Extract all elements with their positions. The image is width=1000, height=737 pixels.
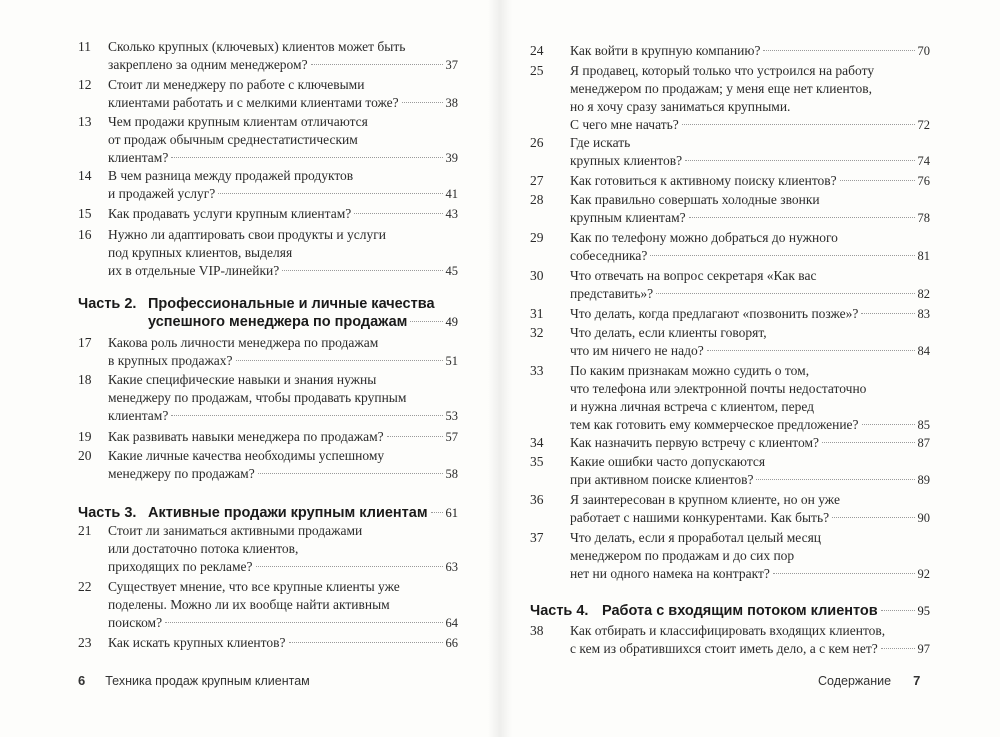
entry-line <box>108 38 458 56</box>
entry-line <box>570 80 930 98</box>
entry-line <box>108 76 458 94</box>
page-number: 87 <box>917 436 930 450</box>
page-number: 41 <box>445 187 458 201</box>
entry-text: что телефона или электронной почты недостаточно <box>570 381 867 396</box>
dot-leader <box>707 350 915 351</box>
entry-text: Что делать, если клиенты говорят, <box>570 325 767 340</box>
entry-lines <box>108 205 458 223</box>
dot-leader <box>171 415 442 416</box>
question-number: 19 <box>78 429 92 444</box>
page-number: 70 <box>917 44 930 58</box>
dot-leader <box>881 610 915 611</box>
question-number: 11 <box>78 39 91 54</box>
entry-lines <box>108 334 458 370</box>
entry-text: собеседника? <box>570 248 648 263</box>
entry-lines <box>570 134 930 170</box>
entry-text: Существует мнение, что все крупные клиенты уже <box>108 579 400 594</box>
dot-leader <box>822 442 914 443</box>
dot-leader <box>773 573 915 574</box>
entry-lines <box>570 42 930 60</box>
entry-line <box>108 334 458 352</box>
entry-line <box>108 226 458 244</box>
entry-text: менеджером по продажам и до сих пор <box>570 548 795 563</box>
question-number: 17 <box>78 335 92 350</box>
entry-line <box>570 98 930 116</box>
entry-lines <box>108 522 458 576</box>
page-number: 76 <box>917 174 930 188</box>
part-label: Часть 3. <box>78 505 137 521</box>
entry-text: менеджером по продажам; у меня еще нет клиентов, <box>570 81 872 96</box>
page-number: 78 <box>917 211 930 225</box>
question-number: 28 <box>530 192 544 207</box>
entry-lines <box>108 226 458 280</box>
page-number: 64 <box>445 616 458 630</box>
entry-text: Какие специфические навыки и знания нужны <box>108 372 377 387</box>
entry-text: и продажей услуг? <box>108 186 216 201</box>
page-number: 92 <box>917 567 930 581</box>
entry-text: в крупных продажах? <box>108 353 233 368</box>
entry-lines <box>570 324 930 360</box>
dot-leader <box>402 102 443 103</box>
page-number: 72 <box>917 118 930 132</box>
entry-lines <box>108 428 458 446</box>
dot-leader <box>763 50 914 51</box>
entry-lines <box>570 191 930 227</box>
question-number: 32 <box>530 325 544 340</box>
page-number: 85 <box>917 418 930 432</box>
footer-book-title: Техника продаж крупным клиентам <box>105 674 310 688</box>
entry-line <box>108 634 458 652</box>
dot-leader <box>656 293 914 294</box>
entry-text: Как по телефону можно добраться до нужного <box>570 230 838 245</box>
page-number: 84 <box>917 344 930 358</box>
part-title-line <box>148 503 458 521</box>
entry-text: Стоит ли менеджеру по работе с ключевыми <box>108 77 365 92</box>
dot-leader <box>685 160 914 161</box>
entry-text: с кем из обратившихся стоит иметь дело, а с кем нет? <box>570 641 878 656</box>
entry-line <box>570 380 930 398</box>
entry-text: закреплено за одним менеджером? <box>108 57 308 72</box>
part-title-text: Активные продажи крупным клиентам <box>148 505 428 521</box>
entry-lines <box>108 38 458 74</box>
entry-lines <box>570 305 930 323</box>
entry-text: при активном поиске клиентов? <box>570 472 754 487</box>
dot-leader <box>354 213 442 214</box>
entry-lines <box>570 434 930 452</box>
dot-leader <box>682 124 915 125</box>
part-title-line <box>148 312 458 330</box>
question-number: 23 <box>78 635 92 650</box>
dot-leader <box>289 642 443 643</box>
entry-line <box>108 389 458 407</box>
entry-lines <box>108 167 458 203</box>
question-number: 13 <box>78 114 92 129</box>
part-label: Часть 4. <box>530 603 589 619</box>
entry-line <box>570 434 930 452</box>
footer-page-number: 6 <box>78 673 86 688</box>
question-number: 38 <box>530 623 544 638</box>
entry-text: Как готовиться к активному поиску клиентов? <box>570 173 837 188</box>
dot-leader <box>862 424 915 425</box>
page-number: 61 <box>445 506 458 520</box>
page-number: 51 <box>445 354 458 368</box>
question-number: 25 <box>530 63 544 78</box>
entry-line <box>570 529 930 547</box>
entry-text: приходящих по рекламе? <box>108 559 253 574</box>
entry-text: от продаж обычным среднестатистическим <box>108 132 358 147</box>
dot-leader <box>256 566 443 567</box>
entry-text: под крупных клиентов, выделяя <box>108 245 293 260</box>
dot-leader <box>431 512 443 513</box>
entry-line <box>570 416 930 434</box>
entry-lines <box>108 578 458 632</box>
dot-leader <box>840 180 915 181</box>
question-number: 37 <box>530 530 544 545</box>
part-title-text: успешного менеджера по продажам <box>148 314 408 330</box>
entry-lines <box>570 529 930 583</box>
entry-lines <box>570 622 930 658</box>
entry-text: Как искать крупных клиентов? <box>108 635 286 650</box>
entry-line <box>570 342 930 360</box>
entry-line <box>570 640 930 658</box>
entry-text: Как войти в крупную компанию? <box>570 43 761 58</box>
question-number: 16 <box>78 227 92 242</box>
dot-leader <box>218 193 442 194</box>
entry-text: клиентам? <box>108 150 169 165</box>
entry-lines <box>108 371 458 425</box>
entry-text: но я хочу сразу заниматься крупными. <box>570 99 791 114</box>
question-number: 29 <box>530 230 544 245</box>
question-number: 33 <box>530 363 544 378</box>
part-title-text: Работа с входящим потоком клиентов <box>602 603 878 619</box>
entry-text: и нужна личная встреча с клиентом, перед <box>570 399 815 414</box>
entry-line <box>570 62 930 80</box>
entry-text: Как развивать навыки менеджера по продажам? <box>108 429 384 444</box>
entry-text: По каким признакам можно судить о том, <box>570 363 810 378</box>
entry-text: менеджеру по продажам, чтобы продавать крупным <box>108 390 407 405</box>
dot-leader <box>689 217 915 218</box>
entry-text: или достаточно потока клиентов, <box>108 541 299 556</box>
entry-lines <box>570 453 930 489</box>
entry-line <box>108 371 458 389</box>
part-title-line <box>148 294 458 312</box>
entry-text: их в отдельные VIP-линейки? <box>108 263 280 278</box>
entry-line <box>570 247 930 265</box>
question-number: 27 <box>530 173 544 188</box>
question-number: 15 <box>78 206 92 221</box>
entry-line <box>570 398 930 416</box>
page-number: 49 <box>445 315 458 329</box>
dot-leader <box>861 313 914 314</box>
page-number: 37 <box>445 58 458 72</box>
entry-lines <box>570 229 930 265</box>
entry-line <box>570 285 930 303</box>
entry-text: поиском? <box>108 615 163 630</box>
entry-line <box>108 149 458 167</box>
part-label: Часть 2. <box>78 296 137 312</box>
entry-text: Сколько крупных (ключевых) клиентов может быть <box>108 39 406 54</box>
entry-text: представить»? <box>570 286 654 301</box>
dot-leader <box>832 517 914 518</box>
entry-lines <box>570 172 930 190</box>
entry-text: Что делать, когда предлагают «позвонить позже»? <box>570 306 859 321</box>
part-title <box>602 601 930 619</box>
entry-line <box>108 558 458 576</box>
dot-leader <box>387 436 443 437</box>
entry-line <box>108 352 458 370</box>
entry-line <box>108 428 458 446</box>
dot-leader <box>165 622 442 623</box>
entry-text: Как отбирать и классифицировать входящих клиентов, <box>570 623 886 638</box>
entry-line <box>570 622 930 640</box>
page-number: 38 <box>445 96 458 110</box>
entry-line <box>570 509 930 527</box>
entry-text: Стоит ли заниматься активными продажами <box>108 523 363 538</box>
page-number: 66 <box>445 636 458 650</box>
entry-line <box>570 191 930 209</box>
entry-text: нет ни одного намека на контракт? <box>570 566 770 581</box>
entry-line <box>108 578 458 596</box>
entry-text: С чего мне начать? <box>570 117 679 132</box>
entry-text: менеджеру по продажам? <box>108 466 255 481</box>
page-number: 81 <box>917 249 930 263</box>
entry-text: Нужно ли адаптировать свои продукты и услуги <box>108 227 387 242</box>
entry-line <box>108 185 458 203</box>
dot-leader <box>258 473 443 474</box>
entry-line <box>570 471 930 489</box>
entry-line <box>570 362 930 380</box>
entry-line <box>108 447 458 465</box>
part-title-text: Профессиональные и личные качества <box>148 296 435 312</box>
entry-lines <box>108 447 458 483</box>
page-number: 43 <box>445 207 458 221</box>
dot-leader <box>282 270 442 271</box>
entry-line <box>108 407 458 425</box>
entry-line <box>570 305 930 323</box>
entry-line <box>570 547 930 565</box>
entry-text: Как продавать услуги крупным клиентам? <box>108 206 352 221</box>
entry-text: Как правильно совершать холодные звонки <box>570 192 820 207</box>
question-number: 12 <box>78 77 92 92</box>
right-page <box>500 0 1000 737</box>
page-number: 97 <box>917 642 930 656</box>
entry-text: крупных клиентов? <box>570 153 683 168</box>
question-number: 22 <box>78 579 92 594</box>
question-number: 24 <box>530 43 544 58</box>
footer-section-title: Содержание <box>818 674 892 688</box>
entry-line <box>570 42 930 60</box>
entry-line <box>108 596 458 614</box>
entry-line <box>570 565 930 583</box>
entry-line <box>108 540 458 558</box>
entry-line <box>108 167 458 185</box>
entry-text: Где искать <box>570 135 631 150</box>
entry-text: Что отвечать на вопрос секретаря «Как вас <box>570 268 817 283</box>
entry-line <box>570 116 930 134</box>
entry-line <box>108 94 458 112</box>
dot-leader <box>171 157 442 158</box>
page-number: 74 <box>917 154 930 168</box>
entry-text: Я продавец, который только что устроился на работу <box>570 63 875 78</box>
page-number: 82 <box>917 287 930 301</box>
question-number: 34 <box>530 435 544 450</box>
entry-line <box>570 134 930 152</box>
entry-line <box>570 491 930 509</box>
question-number: 14 <box>78 168 92 183</box>
question-number: 31 <box>530 306 544 321</box>
entry-line <box>108 113 458 131</box>
part-title <box>148 503 458 521</box>
entry-line <box>108 244 458 262</box>
question-number: 21 <box>78 523 92 538</box>
entry-lines <box>570 362 930 434</box>
entry-text: Какова роль личности менеджера по продажам <box>108 335 379 350</box>
entry-line <box>108 522 458 540</box>
entry-line <box>108 465 458 483</box>
dot-leader <box>236 360 443 361</box>
page-number: 39 <box>445 151 458 165</box>
question-number: 18 <box>78 372 92 387</box>
footer-page-number: 7 <box>913 673 921 688</box>
entry-line <box>108 131 458 149</box>
dot-leader <box>311 64 443 65</box>
entry-line <box>570 453 930 471</box>
entry-line <box>108 56 458 74</box>
page-number: 57 <box>445 430 458 444</box>
page-number: 95 <box>917 604 930 618</box>
entry-lines <box>108 76 458 112</box>
entry-text: клиентами работать и с мелкими клиентами тоже? <box>108 95 399 110</box>
entry-line <box>570 267 930 285</box>
entry-text: клиентам? <box>108 408 169 423</box>
question-number: 26 <box>530 135 544 150</box>
question-number: 36 <box>530 492 544 507</box>
entry-text: Чем продажи крупным клиентам отличаются <box>108 114 368 129</box>
left-footer <box>78 673 310 688</box>
entry-line <box>108 614 458 632</box>
entry-lines <box>108 634 458 652</box>
entry-text: что им ничего не надо? <box>570 343 704 358</box>
dot-leader <box>650 255 914 256</box>
entry-text: Как назначить первую встречу с клиентом? <box>570 435 820 450</box>
part-title-line <box>602 601 930 619</box>
entry-line <box>570 324 930 342</box>
question-number: 30 <box>530 268 544 283</box>
entry-text: поделены. Можно ли их вообще найти активным <box>108 597 390 612</box>
question-number: 20 <box>78 448 92 463</box>
entry-lines <box>570 267 930 303</box>
entry-text: тем как готовить ему коммерческое предложение? <box>570 417 859 432</box>
entry-text: В чем разница между продажей продуктов <box>108 168 354 183</box>
page-number: 90 <box>917 511 930 525</box>
entry-lines <box>570 491 930 527</box>
entry-text: работает с нашими конкурентами. Как быть? <box>570 510 830 525</box>
entry-line <box>570 172 930 190</box>
entry-line <box>570 152 930 170</box>
page-number: 63 <box>445 560 458 574</box>
entry-text: Какие личные качества необходимы успешному <box>108 448 385 463</box>
dot-leader <box>756 479 914 480</box>
entry-lines <box>108 113 458 167</box>
entry-text: Я заинтересован в крупном клиенте, но он уже <box>570 492 840 507</box>
entry-text: крупным клиентам? <box>570 210 686 225</box>
entry-line <box>108 262 458 280</box>
right-footer <box>818 673 920 688</box>
page-number: 53 <box>445 409 458 423</box>
entry-text: Какие ошибки часто допускаются <box>570 454 766 469</box>
question-number: 35 <box>530 454 544 469</box>
page-number: 89 <box>917 473 930 487</box>
entry-line <box>570 229 930 247</box>
entry-line <box>570 209 930 227</box>
page-number: 83 <box>917 307 930 321</box>
entry-text: Что делать, если я проработал целый месяц <box>570 530 822 545</box>
dot-leader <box>881 648 915 649</box>
dot-leader <box>410 321 442 322</box>
page-number: 58 <box>445 467 458 481</box>
part-title <box>148 294 458 330</box>
entry-lines <box>570 62 930 134</box>
entry-line <box>108 205 458 223</box>
page-number: 45 <box>445 264 458 278</box>
